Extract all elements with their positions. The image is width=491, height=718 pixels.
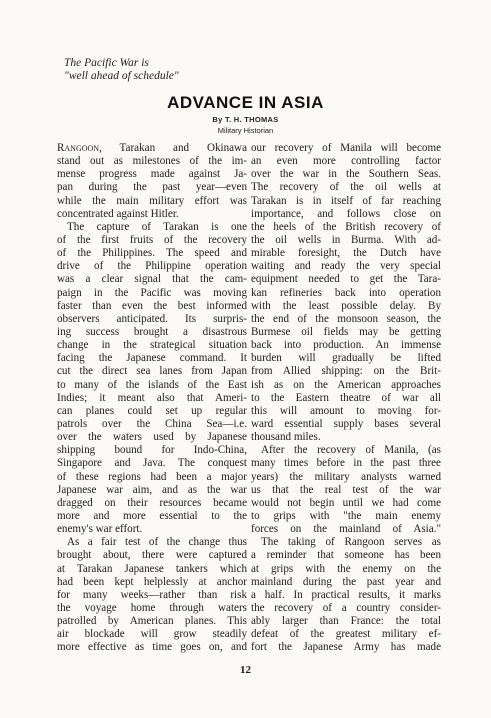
text-line: at Tarakan Japanese tankers which bbox=[57, 562, 247, 575]
text-line: pan during the past year—even bbox=[57, 181, 247, 194]
text-line: fort the Japanese Army has made bbox=[251, 641, 441, 654]
text-line: importance, and follows close on bbox=[251, 207, 441, 220]
text-line: brought about, there were captured bbox=[57, 549, 247, 562]
text-line: Rangoon, Tarakan and Okinawa bbox=[57, 142, 247, 154]
text-line: air blockade will grow steadily bbox=[57, 628, 247, 641]
text-line: observers anticipated. Its surpris- bbox=[57, 312, 247, 325]
text-line: faster than even the best informed bbox=[57, 299, 247, 312]
kicker-line-2: "well ahead of schedule" bbox=[64, 70, 179, 82]
text-line: to the Eastern theatre of war all bbox=[251, 391, 441, 404]
text-line: can planes could set up regular bbox=[57, 404, 247, 417]
text-line: Indies; it meant also that Ameri- bbox=[57, 391, 247, 404]
text-line: mirable foresight, the Dutch have bbox=[251, 247, 441, 260]
text-line: paign in the Pacific was moving bbox=[57, 286, 247, 299]
left-column bbox=[57, 142, 247, 654]
text-line: ish as on the American approaches bbox=[251, 378, 441, 391]
text-line: Japanese war aim, and as the war bbox=[57, 483, 247, 496]
text-line: us that the real test of the war bbox=[251, 483, 441, 496]
text-line: patrols over the China Sea—i.e. bbox=[57, 417, 247, 430]
text-line: The recovery of the oil wells at bbox=[251, 181, 441, 194]
text-line: the recovery of a country consider- bbox=[251, 601, 441, 614]
text-line: mainland during the past year and bbox=[251, 575, 441, 588]
text-line: burden will gradually be lifted bbox=[251, 352, 441, 365]
text-line: while the main military effort was bbox=[57, 194, 247, 207]
text-line: waiting and ready the very special bbox=[251, 260, 441, 273]
text-line: over the war in the Southern Seas. bbox=[251, 168, 441, 181]
text-line: was a clear signal that the cam- bbox=[57, 273, 247, 286]
text-line: more effective as time goes on, and bbox=[57, 641, 247, 654]
text-line: to grips with "the main enemy bbox=[251, 509, 441, 522]
text-line: drive of the Philippine operation bbox=[57, 260, 247, 273]
text-line: many times before in the past three bbox=[251, 457, 441, 470]
text-line: As a fair test of the change thus bbox=[67, 536, 247, 549]
text-line: ward essential supply bases several bbox=[251, 417, 441, 430]
text-line: a reminder that someone has been bbox=[251, 549, 441, 562]
kicker-line-1: The Pacific War is bbox=[64, 57, 149, 69]
text-line: years) the military analysts warned bbox=[251, 470, 441, 483]
text-line: the oil wells in Burma. With ad- bbox=[251, 233, 441, 246]
text-line: equipment needed to get the Tara- bbox=[251, 273, 441, 286]
text-line: The taking of Rangoon serves as bbox=[261, 536, 441, 549]
text-line: of the first fruits of the recovery bbox=[57, 233, 247, 246]
text-line: from Allied shipping: on the Brit- bbox=[251, 365, 441, 378]
text-line: ing success brought a disastrous bbox=[57, 325, 247, 338]
text-line: change in the strategical situation bbox=[57, 339, 247, 352]
text-line: concentrated against Hitler. bbox=[57, 207, 179, 220]
article-title: ADVANCE IN ASIA bbox=[167, 93, 324, 112]
text-line: thousand miles. bbox=[251, 431, 321, 444]
text-line: forces on the mainland of Asia." bbox=[251, 523, 441, 536]
text-line: enemy's war effort. bbox=[57, 523, 143, 536]
text-line: mense progress made against Ja- bbox=[57, 168, 247, 181]
text-line: facing the Japanese command. It bbox=[57, 352, 247, 365]
text-line: would not begin until we had come bbox=[251, 496, 441, 509]
text-line: the voyage home through waters bbox=[57, 601, 247, 614]
text-line: the heels of the British recovery of bbox=[251, 220, 441, 233]
text-line: patrolled by American planes. This bbox=[57, 615, 247, 628]
text-line: this will amount to moving for- bbox=[251, 404, 441, 417]
text-line: cut the direct sea lanes from Japan bbox=[57, 365, 247, 378]
text-line: Tarakan is in itself of far reaching bbox=[251, 194, 441, 207]
kicker bbox=[64, 57, 179, 83]
text-line: over the waters used by Japanese bbox=[57, 431, 247, 444]
byline: By T. H. THOMAS bbox=[212, 115, 279, 124]
text-line: with the least possible delay. By bbox=[251, 299, 441, 312]
text-line: our recovery of Manila will become bbox=[251, 142, 441, 154]
text-line: a half. In practical results, it marks bbox=[251, 588, 441, 601]
text-line: Singapore and Java. The conquest bbox=[57, 457, 247, 470]
text-line: of the Philippines. The speed and bbox=[57, 247, 247, 260]
text-line: Burmese oil fields may be getting bbox=[251, 325, 441, 338]
text-line: an even more controlling factor bbox=[251, 155, 441, 168]
text-line: stand out as milestones of the im- bbox=[57, 155, 247, 168]
right-column bbox=[251, 142, 441, 654]
text-line: for many weeks—rather than risk bbox=[57, 588, 247, 601]
text-line: dragged on their resources became bbox=[57, 496, 247, 509]
text-line: of these regions had been a major bbox=[57, 470, 247, 483]
page-number: 12 bbox=[240, 664, 251, 676]
author-role: Military Historian bbox=[217, 126, 274, 135]
text-line: back into production. An immense bbox=[251, 339, 441, 352]
text-line: more and more essential to the bbox=[57, 509, 247, 522]
text-line: shipping bound for Indo-China, bbox=[57, 444, 247, 457]
text-line: kan refineries back into operation bbox=[251, 286, 441, 299]
text-line: to many of the islands of the East bbox=[57, 378, 247, 391]
text-line: defeat of the greatest military ef- bbox=[251, 628, 441, 641]
text-line: the end of the monsoon season, the bbox=[251, 312, 441, 325]
text-line: ably larger than France: the total bbox=[251, 615, 441, 628]
text-line: After the recovery of Manila, (as bbox=[261, 444, 441, 457]
text-line: had been kept helplessly at anchor bbox=[57, 575, 247, 588]
text-line: The capture of Tarakan is one bbox=[67, 220, 247, 233]
text-line: at grips with the enemy on the bbox=[251, 562, 441, 575]
